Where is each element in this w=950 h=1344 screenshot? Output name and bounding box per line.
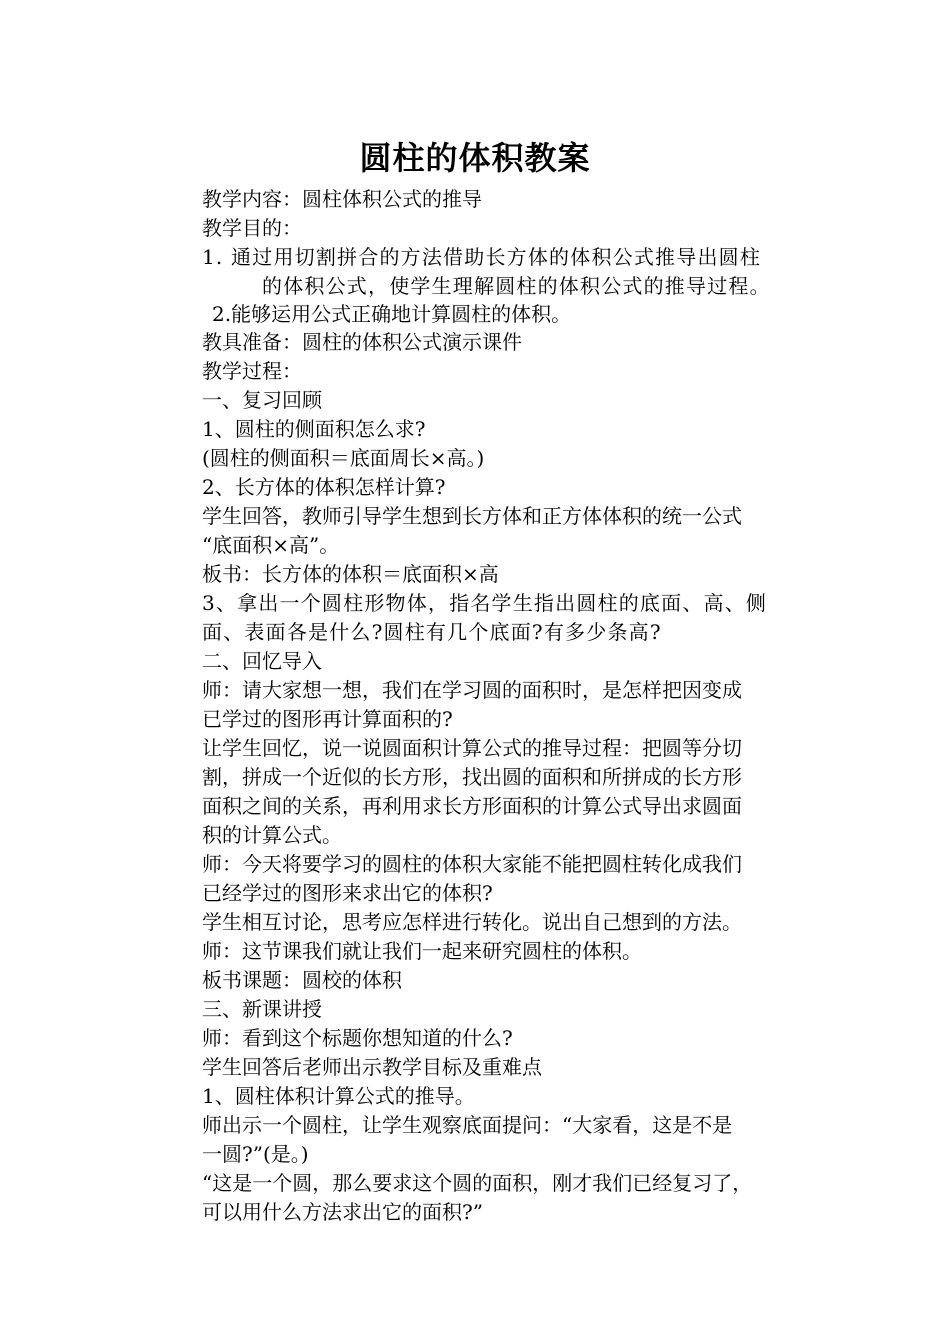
text-line: 教学过程： bbox=[202, 359, 302, 383]
text-line: 学生相互讨论，思考应怎样进行转化。说出自己想到的方法。 bbox=[202, 910, 742, 934]
text-line: 积的计算公式。 bbox=[202, 823, 342, 847]
section-heading: 三、新课讲授 bbox=[202, 997, 322, 1021]
text-line: 面、表面各是什么?圆柱有几个底面?有多少条高? bbox=[202, 620, 662, 644]
text-line: 师：请大家想一想，我们在学习圆的面积时，是怎样把因变成 bbox=[202, 678, 742, 702]
text-line: 割，拼成一个近似的长方形，找出圆的面积和所拼成的长方形 bbox=[202, 765, 742, 789]
text-line: 2、长方体的体积怎样计算? bbox=[202, 475, 446, 499]
text-line: 师：这节课我们就让我们一起来研究圆柱的体积。 bbox=[202, 939, 642, 963]
text-line: 1、圆柱的侧面积怎么求? bbox=[202, 417, 426, 441]
text-line: 2.能够运用公式正确地计算圆柱的体积。 bbox=[212, 302, 572, 326]
text-line: 面积之间的关系，再利用求长方形面积的计算公式导出求圆面 bbox=[202, 794, 742, 818]
text-line: 3、拿出一个圆柱形物体，指名学生指出圆柱的底面、高、侧 bbox=[202, 591, 768, 615]
text-line: 板书：长方体的体积＝底面积×高 bbox=[202, 562, 499, 586]
text-line: 师出示一个圆柱，让学生观察底面提问：“大家看，这是不是 bbox=[202, 1113, 733, 1137]
section-heading: 一、复习回顾 bbox=[202, 388, 322, 412]
text-line: “底面积×高”。 bbox=[202, 533, 340, 557]
text-line: 教学目的： bbox=[202, 216, 302, 240]
text-line: 师：看到这个标题你想知道的什么? bbox=[202, 1026, 513, 1050]
text-line: 学生回答，教师引导学生想到长方体和正方体体积的统一公式 bbox=[202, 504, 742, 528]
text-line: 一圆?”(是。) bbox=[202, 1142, 309, 1166]
text-line: 1、圆柱体积计算公式的推导。 bbox=[202, 1084, 475, 1108]
text-line: 师：今天将要学习的圆柱的体积大家能不能把圆柱转化成我们 bbox=[202, 852, 742, 876]
document-title: 圆柱的体积教案 bbox=[359, 139, 591, 177]
text-line: (圆柱的侧面积＝底面周长×高。) bbox=[202, 446, 485, 470]
text-line: 教学内容：圆柱体积公式的推导 bbox=[202, 187, 482, 211]
text-line: 教具准备：圆柱的体积公式演示课件 bbox=[202, 330, 522, 354]
text-line: 可以用什么方法求出它的面积?” bbox=[202, 1200, 483, 1224]
section-heading: 二、回忆导入 bbox=[202, 649, 322, 673]
text-line: 1. 通过用切割拼合的方法借助长方体的体积公式推导出圆柱 bbox=[202, 245, 762, 269]
text-line: 的体积公式，使学生理解圆柱的体积公式的推导过程。 bbox=[262, 274, 771, 298]
text-line: “这是一个圆，那么要求这个圆的面积，刚才我们已经复习了， bbox=[202, 1171, 753, 1195]
text-line: 让学生回忆，说一说圆面积计算公式的推导过程：把圆等分切 bbox=[202, 736, 742, 760]
text-line: 学生回答后老师出示教学目标及重难点 bbox=[202, 1055, 542, 1079]
text-line: 已经学过的图形来求出它的体积? bbox=[202, 881, 493, 905]
text-line: 已学过的图形再计算面积的? bbox=[202, 707, 453, 731]
text-line: 板书课题：圆校的体积 bbox=[202, 968, 402, 992]
